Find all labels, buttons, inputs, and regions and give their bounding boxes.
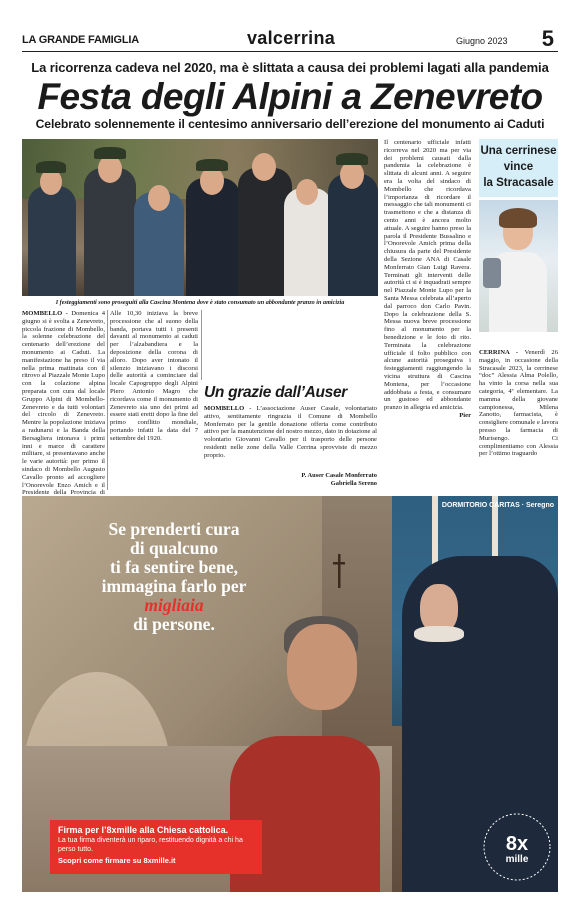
article-text: Domenica 4 giugno si è svolta a Zenevreto, piccola frazione di Mombello, la solenne celebrazione del centenario dell’erezione del monumento ai Caduti. La manifestazione ha preso il via nella prima mattinata con il ritrovo al Piazzale Monte Lupo con la colazione alpina preparata con cura dal locale Gruppo Alpini di Mombello-Zenevreto e da tutti volontari del circolo di Zenevreto. Mentre la popolazione iniziava a radunarsi e la Banda della Bersagliera intonava i primi inni e marce di carattere militare, si presentavano anche le varie autorità: per primo il sindaco di Mombello Augusto Cavallo pronto ad accogliere l’Onorevole Enzo Amich e il Presidente della Provincia di: [22, 310, 105, 497]
publication-name: LA GRANDE FAMIGLIA: [22, 34, 139, 46]
slogan-highlight: migliaia: [144, 595, 204, 615]
sidebar-title: [479, 139, 558, 197]
alpine-hat-icon: [36, 161, 66, 173]
photo-face: [340, 161, 364, 189]
photo-face: [98, 155, 122, 183]
column-divider: [201, 310, 202, 380]
runner-photo: [479, 200, 558, 332]
photo-face: [148, 185, 170, 211]
section-name: valcerrina: [247, 28, 336, 48]
auser-text: L’associazione Auser Casale, volontariato attivo, sentitamente ringrazia il Comune di Mombello Monferrato per la gentile donazione offerta come contributo attivo per la manutenzione del nostro mezzo, dato in dotazione al volontario Giovanni Cavallo per il trasporto delle persone residenti nelle zone della Valle Cerrina sprovviste di mezzo proprio.: [204, 405, 377, 459]
column-divider: [107, 310, 108, 490]
sidebar-title-line: la Stracasale: [483, 177, 554, 189]
auser-signature-1: P. Auser Casale Monferrato: [301, 472, 377, 479]
article-signature: Pier: [459, 411, 471, 419]
article-text: Il centenario ufficiale infatti ricorreva nel 2020 ma per via dei problemi causati dalla pandemia la celebrazione è slittata di alcuni anni. A seguire era la volta del sindaco di Mombello che ricordava l’importanza di ricordare il messaggio che tali monumenti ci trasmettono e che a distanza di cento anni è ancora molto attuale. A seguire hanno preso la parola il Presidente Bussalino e l’Onorevole Amich prima della chiusura da parte del Presidente della Sezione ANA di Casale Monferrato Gian Luigi Ravera. Terminati gli interventi delle autorità ci si è inquadrati sempre nel Piazzale Monte Lupo per la Santa Messa celebrata all’aperto dal parroco don Carlo Pavin. Dopo la celebrazione della S. Messa nuova breve processione fino al monumento per la benedizione e le foto di rito. Terminata la celebrazione ufficiale il folto pubblico con alcune autorità proseguiva i festeggiamenti raggiungendo la vicina struttura di Cascina Montena, per l’occasione addobbata a festa, e consumare un gustoso ed abbondante pranzo in allegria ed amicizia.: [384, 139, 471, 412]
ad-callout-text: La tua firma diventerà un riparo, restituendo dignità a chi ha perso tutto.: [58, 837, 243, 853]
photo-person: [28, 186, 76, 296]
trophy-icon: [483, 258, 501, 288]
photo-face: [296, 179, 318, 205]
alpine-hat-icon: [94, 147, 126, 159]
article-text: Alle 10,30 iniziava la breve processione che al suono della banda, portava tutti i presenti davanti al monumento ai caduti per l’alzabandiera e la deposizione della corona di alloro. Dopo aver intonato il silenzio iniziavano i discorsi delle autorità a cominciare dal locale Capogruppo degli Alpini Piero Antonio Magro che ricordava come il monumento di Zenevreto sia uno dei primi ad essere stati eretti dopo la fine del primo conflitto mondiale, portando infatti la data del 7 settembre del 1920.: [110, 310, 198, 442]
dateline: MOMBELLO -: [22, 310, 68, 317]
ad-location: DORMITORIO CARITAS · Seregno: [441, 502, 554, 509]
article-column-1: [22, 310, 105, 497]
slogan-line: di qualcuno: [129, 538, 219, 558]
ad-callout-link[interactable]: Scopri come firmare su 8xmille.it: [58, 856, 176, 865]
ad-callout-title: Firma per l’8xmille alla Chiesa cattolica.: [58, 825, 229, 835]
auser-dateline: MOMBELLO -: [204, 405, 252, 412]
group-photo: [22, 139, 378, 296]
photo-face: [252, 153, 276, 181]
cross-icon: [332, 554, 346, 588]
auser-body: [204, 405, 377, 469]
alpine-hat-icon: [336, 153, 368, 165]
article-title: Festa degli Alpini a Zenevreto: [37, 76, 543, 117]
slogan-line: immagina farlo per: [101, 576, 247, 596]
ad-slogan: [58, 520, 290, 634]
article-subtitle: Celebrato solennemente il centesimo anniversario dell’erezione del monumento ai Caduti: [35, 117, 545, 131]
article-column-3: [384, 139, 471, 489]
sidebar-title-line: vince: [503, 161, 534, 173]
slogan-line: ti fa sentire bene,: [110, 557, 238, 577]
slogan-line: di persone.: [133, 614, 215, 634]
alpine-hat-icon: [196, 159, 228, 171]
ad-callout-box: [50, 820, 262, 874]
article-column-2: [110, 310, 198, 490]
slogan-line: Se prenderti cura: [108, 519, 240, 539]
auser-title: Un grazie dall’Auser: [204, 384, 348, 401]
sidebar-title-line: Una cerrinese: [480, 145, 557, 157]
photo-person: [186, 178, 240, 296]
auser-signature-2: Gabriella Sereno: [330, 480, 377, 487]
sidebar-body: Venerdì 26 maggio, in occasione della Stracasale 2023, la cerrinese “doc” Alessia Alma Polello, ha vinto la corsa nella sua categoria, 4ª elementare. La mamma della giovane campionessa, Milena Zanotto, farmacista, è consigliere comunale e lavora presso la farmacia di Murisengo. Ci complimentiamo con Alessia per l’ottimo traguardo: [479, 349, 559, 458]
ad-man-face: [287, 624, 357, 710]
advertisement: [22, 496, 558, 892]
sidebar-box: [477, 139, 558, 499]
photo-hair: [499, 208, 537, 228]
photo-person: [328, 174, 378, 296]
sidebar-dateline: CERRINA -: [479, 349, 519, 356]
logo-text: 8x: [505, 833, 529, 855]
sidebar-text: [479, 349, 558, 494]
article-kicker: La ricorrenza cadeva nel 2020, ma è slittata a causa dei problemi lagati alla pandemia: [31, 60, 549, 75]
photo-caption: I festeggiamenti sono proseguiti alla Cascina Montena dove è stato consumato un abbondante pranzo in amicizia: [55, 299, 345, 306]
photo-person: [84, 168, 136, 296]
8xmille-logo-icon: [482, 812, 552, 882]
page-header: [22, 28, 558, 52]
page-number: 5: [541, 26, 554, 51]
issue-date: Giugno 2023: [456, 36, 508, 46]
ad-nun-collar: [414, 626, 464, 642]
photo-face: [200, 167, 224, 195]
logo-subtext: mille: [505, 854, 529, 865]
